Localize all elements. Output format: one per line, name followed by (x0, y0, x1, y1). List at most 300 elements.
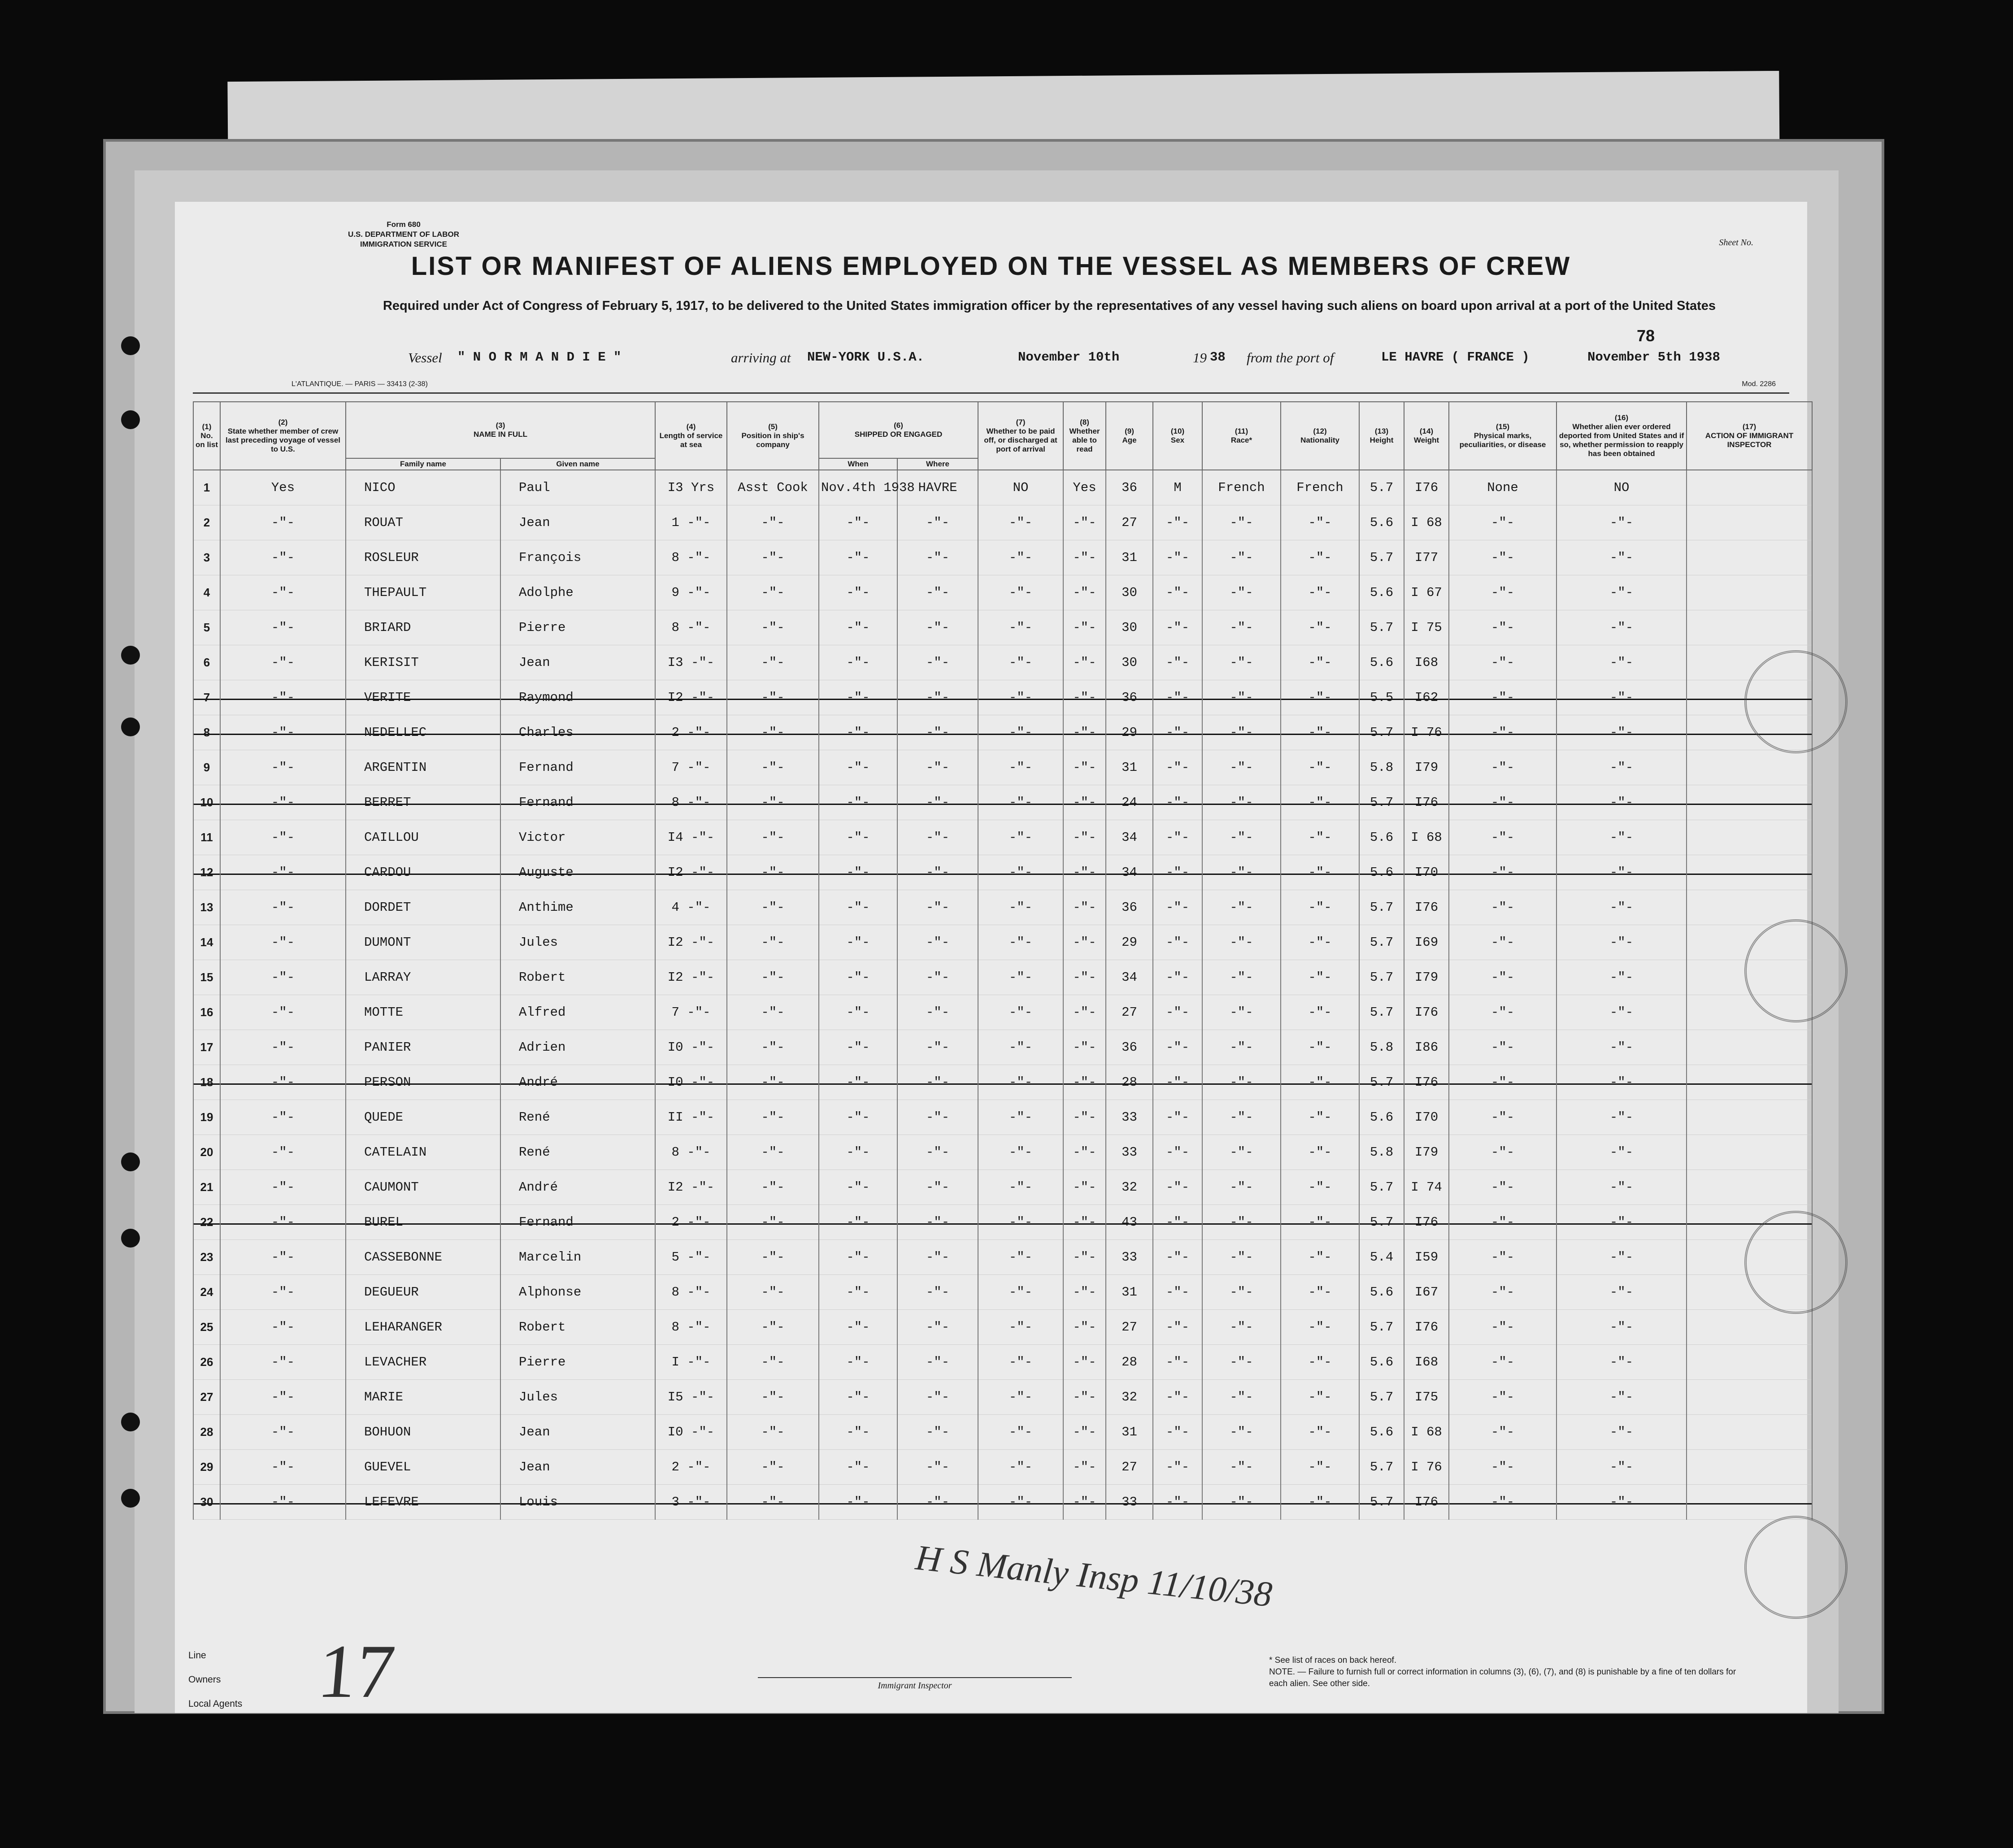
consular-stamp (1744, 1211, 1848, 1314)
given-name: René (500, 1135, 655, 1170)
age: 33 (1106, 1135, 1153, 1170)
shipped-when: -"- (819, 995, 897, 1030)
height: 5.7 (1359, 960, 1404, 995)
shipped-when: -"- (819, 1205, 897, 1240)
deported-status: -"- (1556, 1135, 1687, 1170)
age: 36 (1106, 680, 1153, 715)
sex: -"- (1153, 820, 1202, 855)
shipped-when: -"- (819, 645, 897, 680)
position: -"- (727, 1450, 819, 1485)
paid-off: -"- (978, 680, 1063, 715)
crew-status: -"- (220, 645, 346, 680)
binder-hole (121, 1489, 140, 1508)
family-name: ROSLEUR (346, 540, 500, 575)
shipped-where: -"- (897, 540, 978, 575)
shipped-where: -"- (897, 645, 978, 680)
table-row (193, 995, 1812, 1030)
col-16-header (1556, 402, 1687, 470)
service-length: II -"- (655, 1100, 727, 1135)
col-13-num: (13) (1374, 427, 1389, 435)
given-name: Anthime (500, 890, 655, 925)
shipped-when: -"- (819, 890, 897, 925)
able-to-read: -"- (1063, 1135, 1106, 1170)
crew-status: -"- (220, 1170, 346, 1205)
paid-off: -"- (978, 1450, 1063, 1485)
height: 5.6 (1359, 1275, 1404, 1310)
position: -"- (727, 995, 819, 1030)
paid-off: NO (978, 470, 1063, 505)
nationality: -"- (1281, 960, 1359, 995)
line-number: 30 (193, 1485, 220, 1520)
age: 24 (1106, 785, 1153, 820)
service-length: 4 -"- (655, 890, 727, 925)
race: -"- (1202, 890, 1281, 925)
nationality: -"- (1281, 1275, 1359, 1310)
able-to-read: -"- (1063, 750, 1106, 785)
nationality: -"- (1281, 1485, 1359, 1520)
physical-marks: -"- (1449, 855, 1556, 890)
physical-marks: -"- (1449, 1310, 1556, 1345)
line-number: 10 (193, 785, 220, 820)
crew-status: Yes (220, 470, 346, 505)
shipped-where: -"- (897, 1415, 978, 1450)
shipped-when: -"- (819, 1170, 897, 1205)
paid-off: -"- (978, 1380, 1063, 1415)
position: -"- (727, 505, 819, 540)
given-name: René (500, 1100, 655, 1135)
nationality: -"- (1281, 925, 1359, 960)
race: -"- (1202, 785, 1281, 820)
weight: I67 (1404, 1275, 1449, 1310)
race: -"- (1202, 1415, 1281, 1450)
race: -"- (1202, 715, 1281, 750)
shipped-where: -"- (897, 1450, 978, 1485)
given-name: Louis (500, 1485, 655, 1520)
weight: I76 (1404, 1065, 1449, 1100)
age: 31 (1106, 1415, 1153, 1450)
deported-status: -"- (1556, 715, 1687, 750)
line-number: 24 (193, 1275, 220, 1310)
physical-marks: -"- (1449, 820, 1556, 855)
position: -"- (727, 1485, 819, 1520)
nationality: -"- (1281, 1135, 1359, 1170)
col-7-num: (7) (1016, 418, 1026, 426)
arriving-label: arriving at (731, 350, 791, 365)
note-label: NOTE. (1269, 1667, 1296, 1677)
column-number-row (193, 402, 1812, 458)
col-11-label: Race* (1230, 436, 1252, 444)
deported-status: -"- (1556, 960, 1687, 995)
col-12-label: Nationality (1300, 436, 1339, 444)
table-row (193, 1380, 1812, 1415)
handwritten-line-number: 17 (314, 1629, 399, 1713)
col-17-num: (17) (1742, 422, 1756, 431)
weight: I76 (1404, 1310, 1449, 1345)
shipped-when: -"- (819, 1275, 897, 1310)
age: 32 (1106, 1380, 1153, 1415)
able-to-read: -"- (1063, 960, 1106, 995)
height: 5.5 (1359, 680, 1404, 715)
year-prefix: 19 (1193, 350, 1207, 365)
height: 5.8 (1359, 1030, 1404, 1065)
inspector-action (1687, 785, 1812, 820)
height: 5.7 (1359, 785, 1404, 820)
service-length: 7 -"- (655, 750, 727, 785)
physical-marks: None (1449, 470, 1556, 505)
able-to-read: -"- (1063, 1065, 1106, 1100)
sex: -"- (1153, 1415, 1202, 1450)
line-number: 27 (193, 1380, 220, 1415)
race: -"- (1202, 1205, 1281, 1240)
weight: I70 (1404, 855, 1449, 890)
shipped-where: -"- (897, 1135, 978, 1170)
inspector-action (1687, 1380, 1812, 1415)
col-17-header (1687, 402, 1812, 470)
binder-hole (121, 1152, 140, 1171)
family-name: DEGUEUR (346, 1275, 500, 1310)
family-name: LEHARANGER (346, 1310, 500, 1345)
crew-status: -"- (220, 1380, 346, 1415)
shipped-where: -"- (897, 960, 978, 995)
service-length: I2 -"- (655, 925, 727, 960)
age: 34 (1106, 855, 1153, 890)
table-row (193, 575, 1812, 610)
race: -"- (1202, 1240, 1281, 1275)
shipped-where: -"- (897, 715, 978, 750)
shipped-when: -"- (819, 785, 897, 820)
shipped-where: -"- (897, 1170, 978, 1205)
age: 36 (1106, 890, 1153, 925)
service-length: 8 -"- (655, 610, 727, 645)
crew-status: -"- (220, 1240, 346, 1275)
shipped-when: -"- (819, 820, 897, 855)
age: 30 (1106, 610, 1153, 645)
race: -"- (1202, 750, 1281, 785)
table-row (193, 855, 1812, 890)
where-header: Where (897, 458, 978, 470)
service-length: 3 -"- (655, 1485, 727, 1520)
able-to-read: -"- (1063, 1030, 1106, 1065)
col-2-num: (2) (278, 418, 288, 426)
age: 32 (1106, 1170, 1153, 1205)
departure-date: November 5th 1938 (1587, 350, 1720, 365)
line-number: 26 (193, 1345, 220, 1380)
position: -"- (727, 785, 819, 820)
family-name: MOTTE (346, 995, 500, 1030)
given-name: Jean (500, 1450, 655, 1485)
shipped-when: -"- (819, 575, 897, 610)
nationality: -"- (1281, 715, 1359, 750)
deported-status: NO (1556, 470, 1687, 505)
able-to-read: -"- (1063, 1100, 1106, 1135)
family-name: LARRAY (346, 960, 500, 995)
line-number: 25 (193, 1310, 220, 1345)
weight: I79 (1404, 1135, 1449, 1170)
service-length: I2 -"- (655, 960, 727, 995)
paid-off: -"- (978, 1205, 1063, 1240)
age: 43 (1106, 1205, 1153, 1240)
given-name-header: Given name (500, 458, 655, 470)
race: -"- (1202, 610, 1281, 645)
given-name: Fernand (500, 750, 655, 785)
shipped-where: -"- (897, 1030, 978, 1065)
deported-status: -"- (1556, 645, 1687, 680)
nationality: -"- (1281, 505, 1359, 540)
able-to-read: -"- (1063, 680, 1106, 715)
crew-rows (193, 470, 1812, 1520)
age: 31 (1106, 750, 1153, 785)
shipped-where: -"- (897, 575, 978, 610)
inspector-action (1687, 575, 1812, 610)
inspector-action (1687, 1415, 1812, 1450)
physical-marks: -"- (1449, 785, 1556, 820)
able-to-read: -"- (1063, 1205, 1106, 1240)
position: -"- (727, 645, 819, 680)
col-14-header (1404, 402, 1449, 470)
deported-status: -"- (1556, 540, 1687, 575)
nationality: -"- (1281, 1030, 1359, 1065)
position: -"- (727, 1310, 819, 1345)
position: -"- (727, 1415, 819, 1450)
inspector-action (1687, 1100, 1812, 1135)
col-13-header (1359, 402, 1404, 470)
given-name: André (500, 1065, 655, 1100)
col-11-num: (11) (1235, 427, 1248, 435)
age: 36 (1106, 1030, 1153, 1065)
family-name: DORDET (346, 890, 500, 925)
binder-hole (121, 717, 140, 736)
sex: -"- (1153, 750, 1202, 785)
paid-off: -"- (978, 1310, 1063, 1345)
col-1-header (193, 402, 220, 470)
col-13-label: Height (1370, 436, 1394, 444)
family-name: CATELAIN (346, 1135, 500, 1170)
race: French (1202, 470, 1281, 505)
able-to-read: -"- (1063, 855, 1106, 890)
col-2-header (220, 402, 346, 470)
crew-status: -"- (220, 1485, 346, 1520)
table-row (193, 1240, 1812, 1275)
col-6-label: SHIPPED OR ENGAGED (854, 430, 943, 439)
physical-marks: -"- (1449, 1415, 1556, 1450)
col-17-label: ACTION OF IMMIGRANT INSPECTOR (1705, 431, 1794, 449)
page-title: LIST OR MANIFEST OF ALIENS EMPLOYED ON THE VESSEL AS MEMBERS OF CREW (411, 252, 1571, 281)
line-number: 3 (193, 540, 220, 575)
col-9-num: (9) (1125, 427, 1134, 435)
shipped-when: -"- (819, 1415, 897, 1450)
consular-stamp (1744, 650, 1848, 753)
col-11-header (1202, 402, 1281, 470)
family-name: BRIARD (346, 610, 500, 645)
shipped-when: -"- (819, 855, 897, 890)
arrival-year: 38 (1210, 350, 1226, 365)
shipped-where: -"- (897, 1345, 978, 1380)
nationality: -"- (1281, 750, 1359, 785)
physical-marks: -"- (1449, 715, 1556, 750)
given-name: Marcelin (500, 1240, 655, 1275)
shipped-where: -"- (897, 855, 978, 890)
race: -"- (1202, 1135, 1281, 1170)
position: -"- (727, 1170, 819, 1205)
family-name: ARGENTIN (346, 750, 500, 785)
physical-marks: -"- (1449, 680, 1556, 715)
printer-line: L'ATLANTIQUE. — PARIS — 33413 (2-38) (291, 380, 428, 388)
physical-marks: -"- (1449, 1485, 1556, 1520)
given-name: Alfred (500, 995, 655, 1030)
inspector-action (1687, 1065, 1812, 1100)
given-name: Raymond (500, 680, 655, 715)
physical-marks: -"- (1449, 995, 1556, 1030)
sex: -"- (1153, 1100, 1202, 1135)
race: -"- (1202, 1485, 1281, 1520)
able-to-read: -"- (1063, 1485, 1106, 1520)
deported-status: -"- (1556, 925, 1687, 960)
deported-status: -"- (1556, 820, 1687, 855)
header-rule (193, 392, 1789, 394)
family-name: GUEVEL (346, 1450, 500, 1485)
arrival-date: November 10th (1018, 350, 1120, 365)
nationality: -"- (1281, 890, 1359, 925)
position: -"- (727, 610, 819, 645)
given-name: Fernand (500, 1205, 655, 1240)
shipped-when: -"- (819, 750, 897, 785)
nationality: -"- (1281, 1415, 1359, 1450)
deported-status: -"- (1556, 1310, 1687, 1345)
col-3-label: NAME IN FULL (474, 430, 527, 439)
shipped-where: -"- (897, 1205, 978, 1240)
family-name: LEVACHER (346, 1345, 500, 1380)
consular-stamp (1744, 919, 1848, 1022)
footer-labels (188, 1644, 242, 1716)
service-length: 2 -"- (655, 1450, 727, 1485)
race: -"- (1202, 1345, 1281, 1380)
sex: -"- (1153, 540, 1202, 575)
height: 5.8 (1359, 1135, 1404, 1170)
physical-marks: -"- (1449, 750, 1556, 785)
physical-marks: -"- (1449, 610, 1556, 645)
table-row (193, 610, 1812, 645)
local-agents-label: Local Agents (188, 1699, 243, 1709)
shipped-when: Nov.4th 1938 (819, 470, 897, 505)
shipped-where: -"- (897, 890, 978, 925)
family-name-header: Family name (346, 458, 500, 470)
able-to-read: -"- (1063, 890, 1106, 925)
inspector-action (1687, 1135, 1812, 1170)
height: 5.8 (1359, 750, 1404, 785)
position: -"- (727, 1065, 819, 1100)
col-14-label: Weight (1413, 436, 1439, 444)
service-length: I0 -"- (655, 1415, 727, 1450)
race: -"- (1202, 1170, 1281, 1205)
sex: -"- (1153, 1485, 1202, 1520)
shipped-where: HAVRE (897, 470, 978, 505)
nationality: -"- (1281, 575, 1359, 610)
race: -"- (1202, 645, 1281, 680)
shipped-when: -"- (819, 1100, 897, 1135)
shipped-where: -"- (897, 1275, 978, 1310)
given-name: Robert (500, 1310, 655, 1345)
shipped-where: -"- (897, 1065, 978, 1100)
physical-marks: -"- (1449, 1380, 1556, 1415)
line-number: 2 (193, 505, 220, 540)
col-15-num: (15) (1496, 422, 1510, 431)
nationality: -"- (1281, 610, 1359, 645)
sex: -"- (1153, 855, 1202, 890)
position: -"- (727, 855, 819, 890)
nationality: -"- (1281, 1170, 1359, 1205)
service-length: I5 -"- (655, 1380, 727, 1415)
manifest-page (175, 202, 1807, 1713)
nationality: -"- (1281, 645, 1359, 680)
physical-marks: -"- (1449, 1065, 1556, 1100)
service-length: 8 -"- (655, 1275, 727, 1310)
shipped-where: -"- (897, 1310, 978, 1345)
shipped-where: -"- (897, 820, 978, 855)
weight: I76 (1404, 1205, 1449, 1240)
position: -"- (727, 1240, 819, 1275)
deported-status: -"- (1556, 1030, 1687, 1065)
service-length: I4 -"- (655, 820, 727, 855)
owners-label: Owners (188, 1674, 221, 1685)
department-name: U.S. DEPARTMENT OF LABOR (348, 230, 460, 239)
line-label: Line (188, 1650, 206, 1661)
paid-off: -"- (978, 960, 1063, 995)
weight: I 68 (1404, 1415, 1449, 1450)
paid-off: -"- (978, 1345, 1063, 1380)
col-6-num: (6) (894, 421, 903, 430)
fine-note (1269, 1666, 1740, 1690)
paid-off: -"- (978, 750, 1063, 785)
age: 28 (1106, 1065, 1153, 1100)
table-row (193, 960, 1812, 995)
table-row (193, 1450, 1812, 1485)
crew-status: -"- (220, 855, 346, 890)
weight: I77 (1404, 540, 1449, 575)
inspector-action (1687, 505, 1812, 540)
col-14-num: (14) (1419, 427, 1434, 435)
position: -"- (727, 960, 819, 995)
race: -"- (1202, 1100, 1281, 1135)
height: 5.6 (1359, 575, 1404, 610)
line-number: 22 (193, 1205, 220, 1240)
page-number: 78 (1637, 326, 1655, 345)
shipped-when: -"- (819, 540, 897, 575)
position: -"- (727, 750, 819, 785)
given-name: Alphonse (500, 1275, 655, 1310)
service-length: 2 -"- (655, 1205, 727, 1240)
shipped-where: -"- (897, 1485, 978, 1520)
deported-status: -"- (1556, 1205, 1687, 1240)
sex: -"- (1153, 1240, 1202, 1275)
given-name: François (500, 540, 655, 575)
table-row (193, 1415, 1812, 1450)
shipped-when: -"- (819, 610, 897, 645)
col-10-num: (10) (1170, 427, 1185, 435)
weight: I79 (1404, 960, 1449, 995)
service-length: I -"- (655, 1345, 727, 1380)
physical-marks: -"- (1449, 1205, 1556, 1240)
weight: I59 (1404, 1240, 1449, 1275)
sex: -"- (1153, 1065, 1202, 1100)
given-name: Jean (500, 505, 655, 540)
position: -"- (727, 1345, 819, 1380)
table-row (193, 1065, 1812, 1100)
family-name: CARDOU (346, 855, 500, 890)
sex: -"- (1153, 1275, 1202, 1310)
col-3-num: (3) (496, 421, 505, 430)
col-2-label: State whether member of crew last preceding voyage of vessel to U.S. (225, 427, 341, 453)
paid-off: -"- (978, 575, 1063, 610)
